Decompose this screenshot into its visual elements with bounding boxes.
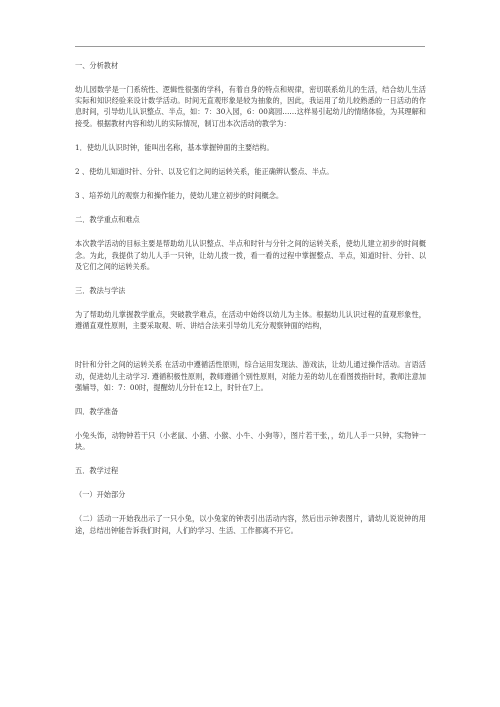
document-body: [75, 60, 426, 549]
analysis-paragraph: 幼儿园数学是一门系统性、逻辑性很强的学科，有着自身的特点和规律，密切联系幼儿的生活，结合幼儿生活实际和知识经验来设计数学活动。时间无直观形象是较为抽象的，因此，我运用了幼儿较熟悉的一日活动的作息时间，引导幼儿认识整点、半点，如：7：30入园，6：00离园……这样易引起幼儿的情绪体验，为其理解和接受。根据教材内容和幼儿的实际情况，制订出本次活动的教学为：: [75, 85, 426, 128]
goal-item-1: 1．使幼儿认识时钟，能叫出名称，基本掌握钟面的主要结构。: [75, 142, 274, 152]
header-rule: [75, 46, 425, 47]
process-paragraph-activity: （二）活动一开始我出示了一只小兔，以小兔家的钟表引出活动内容，然后出示钟表图片，请幼儿说说钟的用途，总结出钟能告诉我们时间，人们的学习、生活、工作都离不开它。: [75, 514, 426, 535]
preparation-paragraph: 小兔头饰，动物钟若干只（小老鼠、小猪、小猴、小牛、小狗等），图片若干张，，幼儿人手一只钟，实物钟一块。: [75, 431, 426, 452]
process-subheading-start: （一）开始部分: [75, 490, 126, 500]
section-heading-process: 五．教学过程: [75, 466, 119, 476]
section-heading-analysis: 一、分析教材: [75, 61, 119, 70]
section-heading-focus: 二．教学重点和难点: [75, 215, 140, 225]
section-heading-methods: 三．教法与学法: [75, 286, 126, 296]
blank-gap: [75, 344, 426, 359]
methods-paragraph-2: 时针和分针之间的运转关系 在活动中遵循活性原则，综合运用发现法、游戏法，让幼儿通过操作活动。言语活动，促进幼儿主动学习. 遵循积极性原则，教师遵循个别性原则，对能力差的幼儿在看图拨指针时，教师注意加强辅导，如：7：00时，提醒幼儿分针在12上，时针在7上。: [75, 360, 426, 392]
focus-paragraph: 本次教学活动的目标主要是帮助幼儿认识整点、半点和时针与分针之间的运转关系，使幼儿建立初步的时间概念。为此，我提供了幼儿人手一只钟，让幼儿拨一拨，看一看的过程中掌握整点、半点，知道时针、分针、以及它们之间的运转关系。: [75, 239, 426, 271]
section-heading-preparation: 四．教学准备: [75, 407, 119, 417]
goal-item-2: 2 、使幼儿知道时针、分针、以及它们之间的运转关系，能正确辨认整点、半点。: [75, 167, 334, 177]
methods-paragraph-1: 为了帮助幼儿掌握教学重点，突破教学难点，在活动中始终以幼儿为主体。根据幼儿认识过程的直观形象性，遵循直观性原则，主要采取观、听、讲结合法来引导幼儿充分观察钟面的结构，: [75, 310, 426, 331]
goal-item-3: 3 、培养幼儿的观察力和操作能力，使幼儿建立初步的时间概念。: [75, 191, 284, 201]
